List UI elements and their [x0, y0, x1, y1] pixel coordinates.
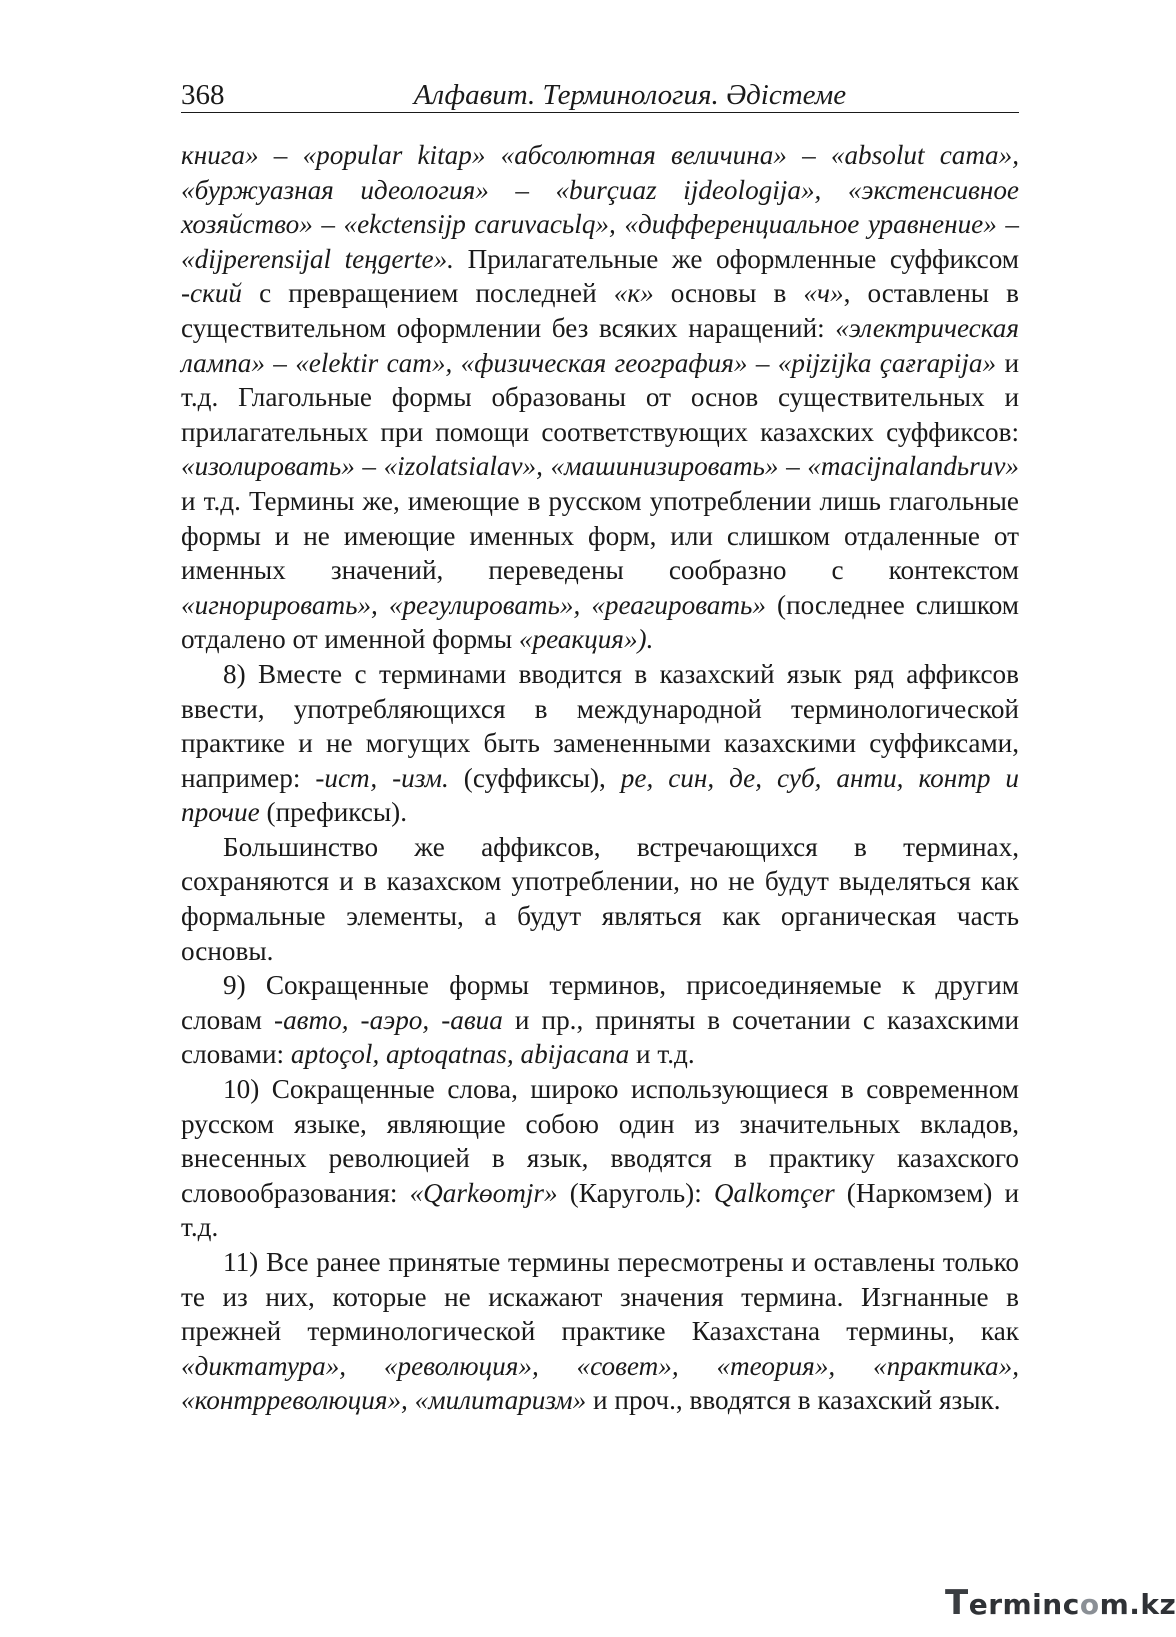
watermark-end: m.kz: [1099, 1588, 1176, 1621]
paragraph-item-11: [181, 1245, 1019, 1418]
text-segment: 8) Вместе с терминами вводится в казахский язык ряд аффиксов ввести, употребляющихся в международной терминологической практике и не могущих быть замененными казахскими суффиксами, например:: [181, 658, 1019, 793]
italic-text-segment: -авто, -аэро, -авиа: [274, 1004, 503, 1035]
text-segment: (последнее слишком отдалено от именной формы: [181, 589, 1019, 655]
italic-text-segment: «диктатура», «революция», «совет», «теория», «практика», «контрреволюция», «милитаризм»: [181, 1350, 1019, 1416]
text-segment: 10) Сокращенные слова, широко использующиеся в современном русском языке, являющие собою один из значительных вкладов, внесенных революцией в язык, вводятся в практику казахского словообразования:: [181, 1074, 1019, 1208]
paragraph-item-10: [181, 1072, 1019, 1245]
paragraph-item-9: [181, 968, 1019, 1072]
italic-text-segment: Qalkomçer: [713, 1177, 835, 1208]
watermark-ring: o: [1079, 1588, 1100, 1621]
watermark-mid: erminc: [968, 1588, 1080, 1621]
paragraph-affixes: [181, 830, 1019, 968]
text-segment: (суффиксы),: [448, 762, 621, 793]
text-segment: и т.д. Глагольные формы образованы от основ существительных и прилагательных при помощи соответствующих казахских суффиксов:: [181, 347, 1019, 447]
text-segment: 9) Сокращенные формы терминов, присоединяемые к другим словам: [181, 970, 1019, 1035]
italic-text-segment: «электрическая лампа» – «elektir cam», «физическая география» – «pijzijka çaғrapija»: [181, 312, 1019, 378]
italic-text-segment: «игнорировать», «регулировать», «реагировать»: [181, 589, 767, 620]
italic-text-segment: книга» – «popular kitap» «абсолютная величина» – «absolut cama», «буржуазная идеология» – «burçuaz ijdeologija», «экстенсивное хозяйство» – «ekctensijp caruvacьlq», «дифференциальное уравнение» – «dijperensijal teңgerte».: [181, 140, 1019, 274]
italic-text-segment: ре, син, де, суб, анти, контр и прочие: [181, 762, 1019, 828]
text-segment: и пр., приняты в сочетании с казахскими словами:: [181, 1004, 1019, 1070]
text-segment: и проч., вводятся в казахский язык.: [586, 1385, 1001, 1416]
italic-text-segment: «Qarkөomjr»: [409, 1177, 558, 1208]
body-text: [181, 138, 1019, 1418]
text-segment: основы в: [653, 278, 804, 309]
watermark-t: T: [945, 1583, 969, 1623]
paragraph-continuation: [181, 138, 1019, 657]
site-watermark-logo: [945, 1583, 1176, 1623]
text-segment: (Наркомзем) и т.д.: [181, 1177, 1019, 1243]
text-segment: , оставлены в существительном оформлении без всяких наращений:: [181, 278, 1019, 343]
text-segment: (Каруголь):: [557, 1177, 714, 1208]
paragraph-item-8: [181, 657, 1019, 830]
italic-text-segment: -ист, -изм.: [315, 762, 449, 793]
text-segment: 11) Все ранее принятые термины пересмотрены и оставлены только те из них, которые не искажают значения термина. Изгнанные в прежней терминологической практике Казахстана термины, как: [181, 1247, 1019, 1347]
running-header: [181, 78, 1019, 113]
italic-text-segment: aptoçol, aptoqatnas, abijacana: [290, 1039, 630, 1070]
running-title: Алфавит. Терминология. Әдістеме: [413, 79, 847, 111]
text-segment: и т.д. Термины же, имеющие в русском употреблении лишь глагольные формы и не имеющие именных форм, или слишком отдаленные от именных значений, переведены сообразно с контекстом: [181, 485, 1019, 586]
text-segment: Большинство же аффиксов, встречающихся в терминах, сохраняются и в казахском употреблении, но не будут выделяться как формальные элементы, а будут являться как органическая часть основы.: [181, 831, 1019, 966]
text-segment: (префиксы).: [259, 797, 407, 828]
italic-text-segment: «реакция»).: [518, 624, 654, 655]
italic-text-segment: -ский: [181, 278, 243, 309]
text-segment: с превращением последней: [242, 278, 614, 309]
text-segment: Прилагательные же оформленные суффиксом: [453, 243, 1019, 274]
page-number: 368: [181, 79, 225, 111]
italic-text-segment: «к»: [613, 278, 654, 309]
italic-text-segment: «изолировать» – «izolatsialav», «машинизировать» – «macijnalandьruv»: [181, 451, 1019, 482]
italic-text-segment: «ч»: [803, 278, 844, 309]
text-segment: и т.д.: [629, 1039, 695, 1070]
